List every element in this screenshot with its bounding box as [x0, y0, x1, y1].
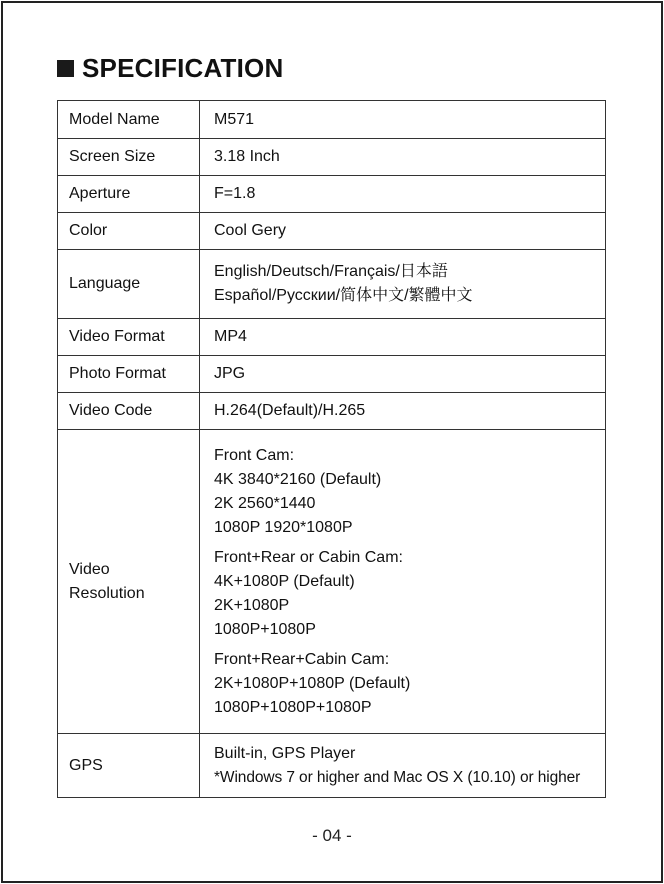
- row-value: F=1.8: [200, 176, 606, 213]
- table-row: [58, 356, 606, 393]
- row-label: Screen Size: [58, 139, 200, 176]
- table-row: [58, 139, 606, 176]
- row-label: Photo Format: [58, 356, 200, 393]
- table-row: [58, 393, 606, 430]
- row-value: JPG: [200, 356, 606, 393]
- resolution-line: 1080P 1920*1080P: [214, 518, 353, 536]
- row-value: H.264(Default)/H.265: [200, 393, 606, 430]
- resolution-group: [214, 648, 601, 720]
- row-label: Color: [58, 213, 200, 250]
- square-bullet-icon: [57, 60, 74, 77]
- section-title: [57, 53, 283, 83]
- row-value: MP4: [200, 319, 606, 356]
- gps-line: Built-in, GPS Player: [214, 744, 356, 762]
- resolution-line: 2K 2560*1440: [214, 494, 316, 512]
- row-value: M571: [200, 101, 606, 139]
- resolution-line: 1080P+1080P+1080P: [214, 698, 372, 716]
- row-label: Model Name: [58, 101, 200, 139]
- row-value: [200, 250, 606, 319]
- gps-line: *Windows 7 or higher and Mac OS X (10.10) or higher: [214, 768, 581, 786]
- row-label: Language: [58, 250, 200, 319]
- resolution-label-line: Video: [69, 560, 110, 578]
- resolution-group: [214, 444, 601, 540]
- resolution-line: 1080P+1080P: [214, 620, 316, 638]
- table-row: [58, 734, 606, 798]
- table-row: [58, 430, 606, 734]
- row-label: GPS: [58, 734, 200, 798]
- row-label: Aperture: [58, 176, 200, 213]
- table-row: [58, 213, 606, 250]
- language-line: Español/Русскии/简体中文/繁體中文: [214, 287, 473, 304]
- resolution-line: 2K+1080P+1080P (Default): [214, 674, 411, 692]
- resolution-line: 4K+1080P (Default): [214, 572, 355, 590]
- table-row: [58, 176, 606, 213]
- resolution-line: Front+Rear or Cabin Cam:: [214, 548, 403, 566]
- resolution-line: Front Cam:: [214, 446, 295, 464]
- row-label: [58, 430, 200, 734]
- section-title-text: SPECIFICATION: [82, 52, 284, 83]
- row-value: Cool Gery: [200, 213, 606, 250]
- resolution-label-line: Resolution: [69, 584, 145, 602]
- page-number: - 04 -: [312, 826, 352, 845]
- resolution-line: 2K+1080P: [214, 596, 290, 614]
- row-value: [200, 734, 606, 798]
- table-row: [58, 319, 606, 356]
- resolution-group: [214, 546, 601, 642]
- table-row: [58, 101, 606, 139]
- row-value: 3.18 Inch: [200, 139, 606, 176]
- language-line: English/Deutsch/Français/日本語: [214, 263, 448, 280]
- resolution-line: 4K 3840*2160 (Default): [214, 470, 382, 488]
- row-value: [200, 430, 606, 734]
- resolution-line: Front+Rear+Cabin Cam:: [214, 650, 390, 668]
- row-label: Video Code: [58, 393, 200, 430]
- spec-table: [57, 100, 606, 798]
- table-row: [58, 250, 606, 319]
- row-label: Video Format: [58, 319, 200, 356]
